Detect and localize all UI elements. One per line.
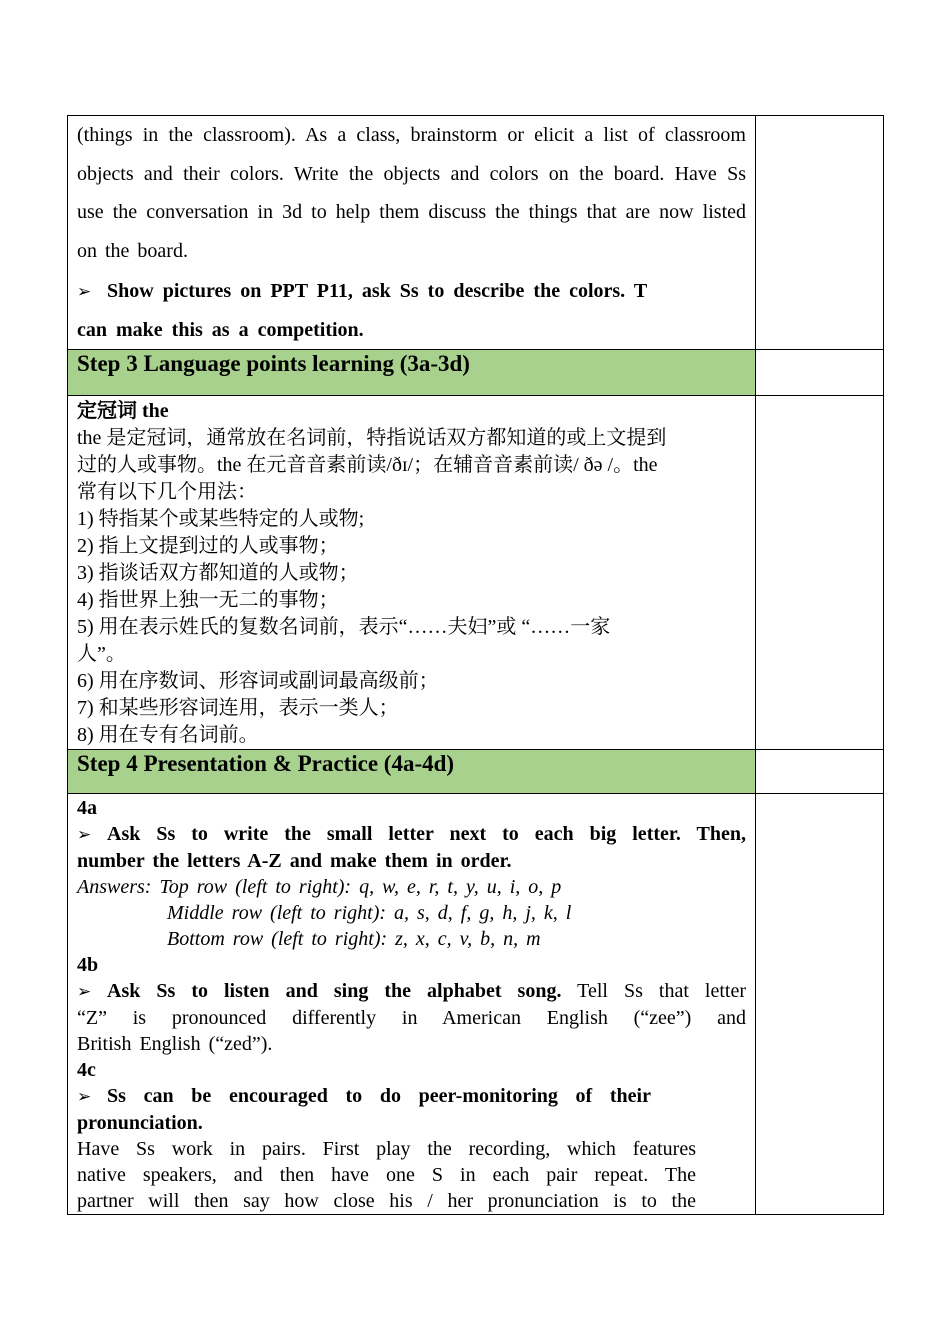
- arrow-bullet-icon: ➢: [77, 282, 92, 302]
- body-line: British English (“zed”).: [77, 1033, 273, 1055]
- list-item: 4) 指世界上独一无二的事物；: [77, 589, 339, 611]
- subsection-label: 4b: [77, 954, 99, 976]
- answer-line: Bottom row (left to right): z, x, c, v, b, n, m: [167, 928, 541, 950]
- body-line: native speakers, and then have one S in each pair repeat. The: [77, 1164, 696, 1186]
- bullet-text: Ss can be encouraged to do peer-monitoring of their: [107, 1085, 651, 1107]
- content-cell: [68, 794, 756, 1215]
- step-title: Step 4 Presentation & Practice (4a-4d): [77, 751, 455, 776]
- bullet-item: [77, 821, 746, 848]
- notes-cell: [756, 116, 884, 350]
- subsection-label: 4c: [77, 1059, 96, 1081]
- notes-cell: [756, 350, 884, 396]
- bullet-item: [77, 272, 746, 349]
- arrow-bullet-icon: ➢: [77, 1087, 92, 1107]
- step-header-cell: [68, 750, 756, 794]
- list-item: 7) 和某些形容词连用，表示一类人；: [77, 697, 399, 719]
- bullet-text: can make this as a competition.: [77, 319, 364, 341]
- bullet-text: Show pictures on PPT P11, ask Ss to describe the colors. T: [107, 280, 648, 302]
- content-cell: [68, 396, 756, 750]
- table-row: [68, 116, 884, 350]
- table-row: [68, 750, 884, 794]
- list-item: 3) 指谈话双方都知道的人或物；: [77, 562, 359, 584]
- body-line: partner will then say how close his / her pronunciation is to the: [77, 1190, 696, 1212]
- list-item: 2) 指上文提到过的人或事物；: [77, 535, 339, 557]
- arrow-bullet-icon: ➢: [77, 825, 92, 845]
- notes-cell: [756, 396, 884, 750]
- bullet-text: Ask Ss to write the small letter next to each big letter. Then,: [107, 823, 746, 845]
- list-item: 5) 用在表示姓氏的复数名词前，表示“……夫妇”或 “……一家: [77, 616, 611, 638]
- bullet-text: Tell Ss that letter: [561, 980, 746, 1002]
- body-line: 过的人或事物。the 在元音音素前读/ðɪ/；在辅音音素前读/ ðə /。the: [77, 454, 658, 476]
- answer-line: Answers: Top row (left to right): q, w, e, r, t, y, u, i, o, p: [77, 876, 562, 898]
- bullet-text: number the letters A-Z and make them in order.: [77, 850, 512, 872]
- step-title: Step 3 Language points learning (3a-3d): [77, 351, 470, 376]
- bullet-text: Ask Ss to listen and sing the alphabet song.: [107, 980, 562, 1002]
- lesson-plan-table: [67, 115, 884, 1215]
- subsection-label: 4a: [77, 797, 97, 819]
- body-line: 常有以下几个用法：: [77, 481, 257, 503]
- bullet-item: [77, 978, 746, 1005]
- body-line: the 是定冠词，通常放在名词前，特指说话双方都知道的或上文提到: [77, 427, 667, 449]
- bullet-item: [77, 1083, 746, 1110]
- arrow-bullet-icon: ➢: [77, 982, 92, 1002]
- answer-line: Middle row (left to right): a, s, d, f, g, h, j, k, l: [167, 902, 572, 924]
- table-row: [68, 396, 884, 750]
- bullet-text: pronunciation.: [77, 1112, 203, 1134]
- table-row: [68, 350, 884, 396]
- content-cell: [68, 116, 756, 350]
- table-row: [68, 794, 884, 1215]
- notes-cell: [756, 750, 884, 794]
- step-header-cell: [68, 350, 756, 396]
- list-item: 人”。: [77, 643, 126, 665]
- list-item: 1) 特指某个或某些特定的人或物;: [77, 508, 365, 530]
- body-line: Have Ss work in pairs. First play the recording, which features: [77, 1138, 696, 1160]
- paragraph-text: (things in the classroom). As a class, brainstorm or elicit a list of classroom objects and their colors. Write the objects and colors on the board. Have Ss use the conversation in 3d to help them discuss the things that are now listed on the board.: [77, 124, 746, 262]
- body-line: “Z” is pronounced differently in American English (“zee”) and: [77, 1007, 746, 1029]
- notes-cell: [756, 794, 884, 1215]
- list-item: 8) 用在专有名词前。: [77, 724, 259, 746]
- section-heading: 定冠词 the: [77, 400, 169, 422]
- list-item: 6) 用在序数词、形容词或副词最高级前；: [77, 670, 439, 692]
